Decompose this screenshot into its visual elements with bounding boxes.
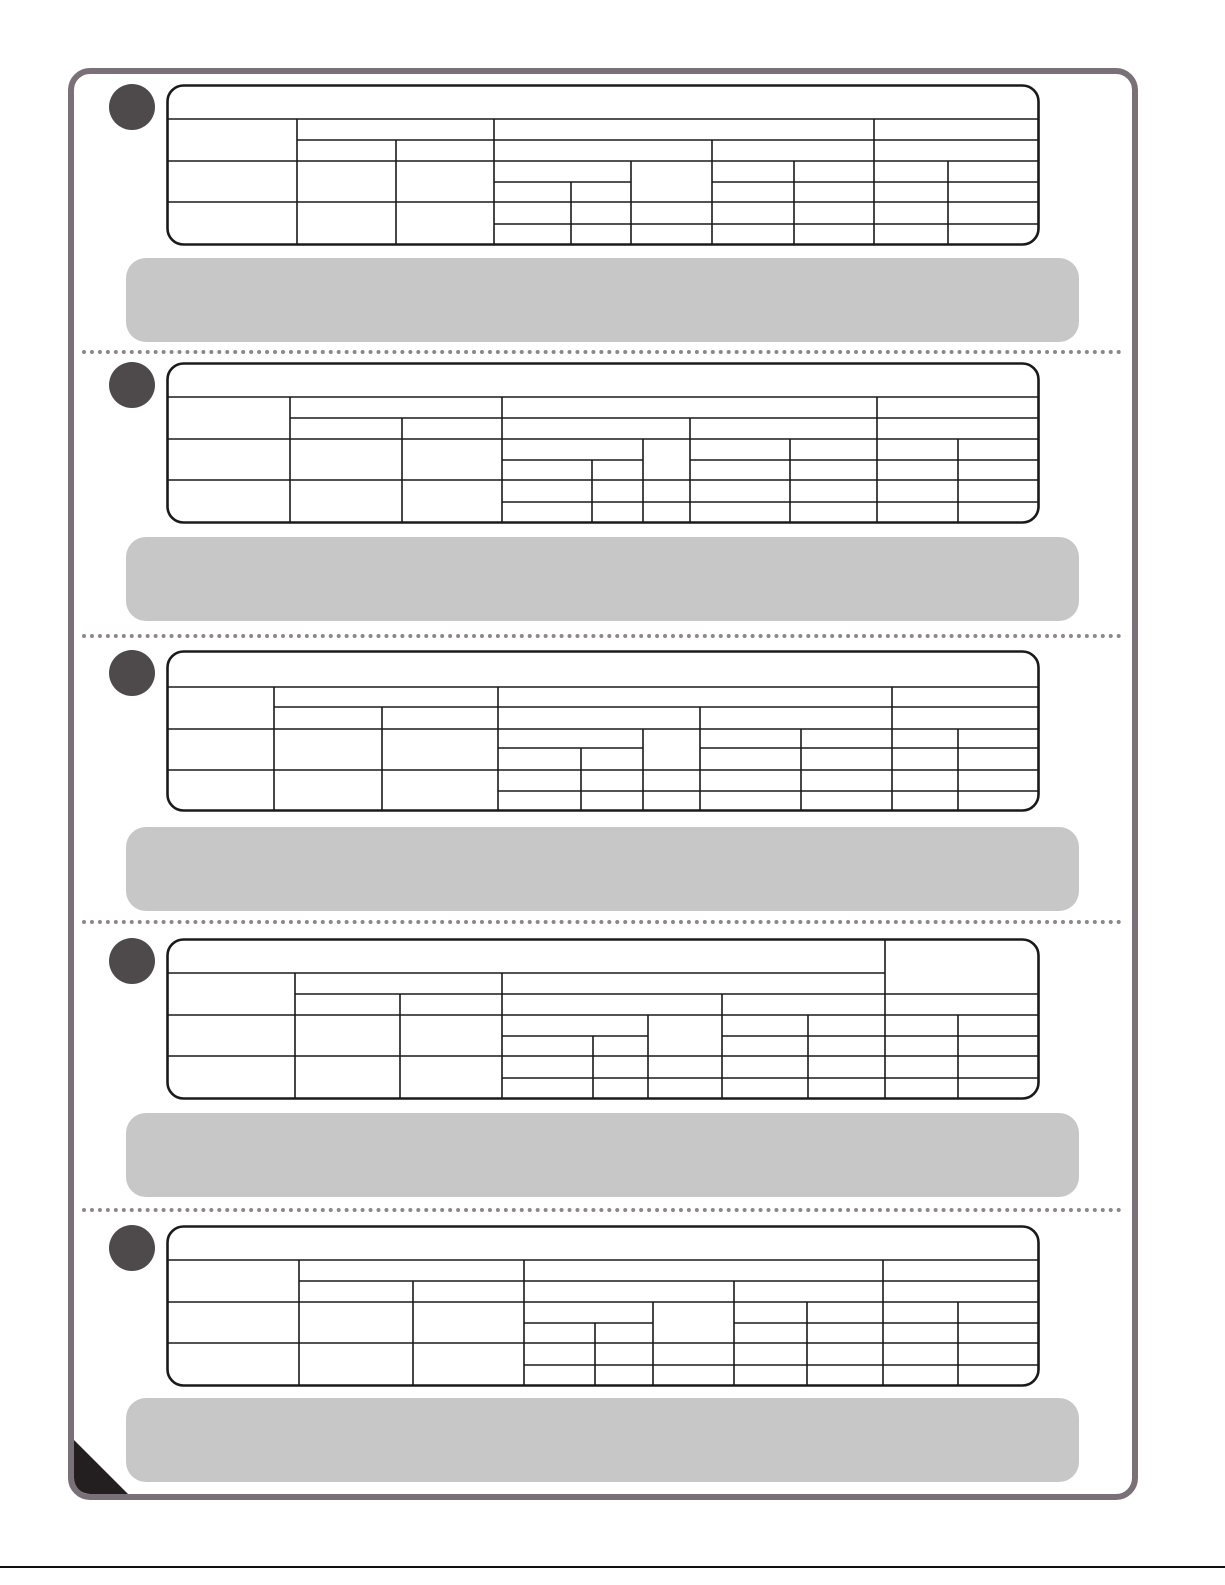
section-1-note [126,258,1079,342]
section-5-note [126,1398,1079,1482]
section-2-number-marker [109,362,155,408]
section-4-table [166,938,1040,1100]
section-3-note [126,827,1079,911]
section-divider [82,634,1122,638]
section-1-table [166,84,1040,246]
page-bottom-rule [0,1566,1225,1568]
section-4-number-marker [109,938,155,984]
section-3-number-marker [109,650,155,696]
section-4-note [126,1113,1079,1197]
section-2-note [126,537,1079,621]
section-2-table [166,362,1040,524]
section-divider [82,920,1122,924]
section-3-table [166,650,1040,812]
corner-tab [74,1440,128,1494]
section-5-table [166,1225,1040,1387]
section-5-number-marker [109,1225,155,1271]
section-divider [82,1208,1122,1212]
section-divider [82,350,1122,354]
section-1-number-marker [109,84,155,130]
